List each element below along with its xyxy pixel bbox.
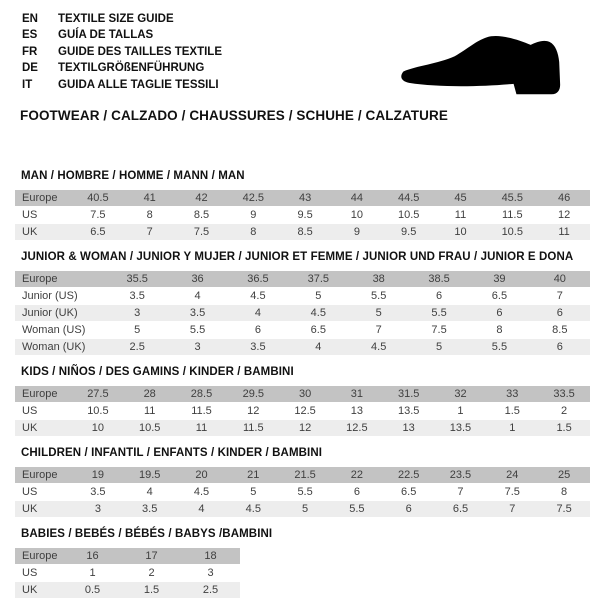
size-table-title: JUNIOR & WOMAN / JUNIOR Y MUJER / JUNIOR ET FEMME / JUNIOR UND FRAU / JUNIOR E DONA xyxy=(21,251,574,263)
size-cell: 0.5 xyxy=(63,582,122,598)
row-label-cell: Woman (US) xyxy=(15,322,107,338)
table-row xyxy=(15,484,590,500)
row-label-cell: US xyxy=(15,565,63,581)
size-cell: 2.5 xyxy=(181,582,240,598)
row-label-cell: Junior (US) xyxy=(15,288,107,304)
size-cell: 8 xyxy=(538,484,590,500)
table-row xyxy=(15,420,590,436)
size-cell: 27.5 xyxy=(72,386,124,402)
size-cell: 8.5 xyxy=(279,224,331,240)
size-cell: 7 xyxy=(435,484,487,500)
language-code: IT xyxy=(22,78,33,91)
size-cell: 5.5 xyxy=(469,339,529,355)
row-label-cell: US xyxy=(15,207,72,223)
size-cell: 11.5 xyxy=(486,207,538,223)
size-cell: 10 xyxy=(331,207,383,223)
size-cell: 4 xyxy=(167,288,227,304)
size-cell: 21.5 xyxy=(279,467,331,483)
size-cell: 36 xyxy=(167,271,227,287)
size-cell: 6 xyxy=(530,339,590,355)
size-cell: 7 xyxy=(124,224,176,240)
size-cell: 9 xyxy=(331,224,383,240)
size-cell: 1.5 xyxy=(538,420,590,436)
size-cell: 25 xyxy=(538,467,590,483)
size-cell: 19 xyxy=(72,467,124,483)
size-cell: 5 xyxy=(107,322,167,338)
size-cell: 9.5 xyxy=(383,224,435,240)
row-label-cell: UK xyxy=(15,224,72,240)
table-row xyxy=(15,224,590,240)
size-cell: 21 xyxy=(227,467,279,483)
row-label-cell: Junior (UK) xyxy=(15,305,107,321)
size-cell: 35.5 xyxy=(107,271,167,287)
language-row xyxy=(22,77,222,93)
size-cell: 4.5 xyxy=(176,484,228,500)
language-label: TEXTILE SIZE GUIDE xyxy=(58,13,174,25)
size-cell: 10 xyxy=(72,420,124,436)
size-cell: 37.5 xyxy=(288,271,348,287)
size-cell: 4.5 xyxy=(288,305,348,321)
size-cell: 5.5 xyxy=(331,501,383,517)
size-cell: 6 xyxy=(383,501,435,517)
category-title: FOOTWEAR / CALZADO / CHAUSSURES / SCHUHE / CALZATURE xyxy=(20,108,448,123)
size-cell: 16 xyxy=(63,548,122,564)
size-cell: 6 xyxy=(530,305,590,321)
size-cell: 31 xyxy=(331,386,383,402)
size-cell: 46 xyxy=(538,190,590,206)
size-cell: 7.5 xyxy=(538,501,590,517)
size-cell: 4 xyxy=(228,305,288,321)
language-code: EN xyxy=(22,13,38,25)
size-cell: 6.5 xyxy=(288,322,348,338)
size-cell: 1 xyxy=(63,565,122,581)
size-cell: 7.5 xyxy=(409,322,469,338)
table-row xyxy=(15,339,590,355)
row-label-cell: Europe xyxy=(15,190,72,206)
row-label-cell: Woman (UK) xyxy=(15,339,107,355)
tables xyxy=(15,170,590,599)
size-cell: 3.5 xyxy=(107,288,167,304)
language-row xyxy=(22,60,222,76)
size-cell: 7.5 xyxy=(486,484,538,500)
size-cell: 11 xyxy=(176,420,228,436)
size-cell: 10.5 xyxy=(124,420,176,436)
size-cell: 4 xyxy=(288,339,348,355)
row-label-cell: UK xyxy=(15,501,72,517)
size-cell: 6 xyxy=(409,288,469,304)
size-cell: 11.5 xyxy=(227,420,279,436)
size-table-section xyxy=(15,366,590,437)
size-cell: 11 xyxy=(538,224,590,240)
size-cell: 11 xyxy=(124,403,176,419)
size-cell: 5 xyxy=(349,305,409,321)
size-table-section xyxy=(15,447,590,518)
size-cell: 44 xyxy=(331,190,383,206)
table-row xyxy=(15,288,590,304)
size-cell: 5 xyxy=(227,484,279,500)
size-cell: 7 xyxy=(349,322,409,338)
size-cell: 31.5 xyxy=(383,386,435,402)
size-cell: 40 xyxy=(530,271,590,287)
table-row xyxy=(15,190,590,206)
size-cell: 3 xyxy=(167,339,227,355)
size-table xyxy=(15,270,590,356)
row-label-cell: UK xyxy=(15,420,72,436)
size-cell: 3 xyxy=(181,565,240,581)
size-cell: 28.5 xyxy=(176,386,228,402)
table-row xyxy=(15,548,240,564)
size-cell: 43 xyxy=(279,190,331,206)
size-cell: 30 xyxy=(279,386,331,402)
language-row xyxy=(22,27,222,43)
size-cell: 22 xyxy=(331,467,383,483)
row-label-cell: US xyxy=(15,484,72,500)
size-cell: 4 xyxy=(124,484,176,500)
size-cell: 5 xyxy=(279,501,331,517)
size-table xyxy=(15,189,590,241)
size-cell: 11 xyxy=(435,207,487,223)
size-cell: 32 xyxy=(435,386,487,402)
size-cell: 3.5 xyxy=(72,484,124,500)
size-table-title: CHILDREN / INFANTIL / ENFANTS / KINDER / BAMBINI xyxy=(21,447,323,459)
size-cell: 33.5 xyxy=(538,386,590,402)
size-cell: 1 xyxy=(486,420,538,436)
table-row xyxy=(15,271,590,287)
size-cell: 5.5 xyxy=(167,322,227,338)
size-cell: 1 xyxy=(435,403,487,419)
size-cell: 12 xyxy=(538,207,590,223)
size-cell: 6 xyxy=(469,305,529,321)
size-cell: 12.5 xyxy=(331,420,383,436)
size-table-title: MAN / HOMBRE / HOMME / MANN / MAN xyxy=(21,170,245,182)
language-row xyxy=(22,11,222,27)
size-table-section xyxy=(15,251,590,356)
size-cell: 13.5 xyxy=(383,403,435,419)
language-list xyxy=(22,11,222,93)
size-cell: 38 xyxy=(349,271,409,287)
size-cell: 4.5 xyxy=(349,339,409,355)
size-cell: 18 xyxy=(181,548,240,564)
size-cell: 12.5 xyxy=(279,403,331,419)
size-cell: 6.5 xyxy=(469,288,529,304)
size-cell: 13 xyxy=(383,420,435,436)
size-cell: 10 xyxy=(435,224,487,240)
size-cell: 3 xyxy=(72,501,124,517)
language-row xyxy=(22,44,222,60)
size-cell: 41 xyxy=(124,190,176,206)
size-cell: 42 xyxy=(176,190,228,206)
shoe-icon xyxy=(392,16,582,107)
size-cell: 2 xyxy=(538,403,590,419)
row-label-cell: UK xyxy=(15,582,63,598)
size-cell: 5.5 xyxy=(279,484,331,500)
size-cell: 33 xyxy=(486,386,538,402)
size-cell: 44.5 xyxy=(383,190,435,206)
size-cell: 13 xyxy=(331,403,383,419)
size-cell: 17 xyxy=(122,548,181,564)
table-row xyxy=(15,501,590,517)
size-cell: 23.5 xyxy=(435,467,487,483)
size-cell: 6 xyxy=(331,484,383,500)
size-cell: 10.5 xyxy=(383,207,435,223)
table-row xyxy=(15,386,590,402)
size-table xyxy=(15,385,590,437)
size-cell: 8 xyxy=(469,322,529,338)
size-cell: 20 xyxy=(176,467,228,483)
table-row xyxy=(15,582,240,598)
size-table xyxy=(15,547,240,599)
table-row xyxy=(15,403,590,419)
table-row xyxy=(15,467,590,483)
size-cell: 40.5 xyxy=(72,190,124,206)
language-label: GUIDE DES TAILLES TEXTILE xyxy=(58,45,222,58)
size-table-section xyxy=(15,528,590,599)
language-label: TEXTILGRÖßENFÜHRUNG xyxy=(58,62,205,75)
row-label-cell: Europe xyxy=(15,548,63,564)
size-cell: 5.5 xyxy=(349,288,409,304)
size-cell: 13.5 xyxy=(435,420,487,436)
size-cell: 2 xyxy=(122,565,181,581)
size-cell: 4.5 xyxy=(227,501,279,517)
size-cell: 6.5 xyxy=(435,501,487,517)
size-cell: 8 xyxy=(227,224,279,240)
size-cell: 1.5 xyxy=(122,582,181,598)
size-cell: 4.5 xyxy=(228,288,288,304)
size-cell: 3.5 xyxy=(167,305,227,321)
size-cell: 29.5 xyxy=(227,386,279,402)
size-cell: 24 xyxy=(486,467,538,483)
size-table-section xyxy=(15,170,590,241)
size-cell: 3.5 xyxy=(228,339,288,355)
size-cell: 8.5 xyxy=(176,207,228,223)
size-table xyxy=(15,466,590,518)
size-cell: 12 xyxy=(279,420,331,436)
size-cell: 22.5 xyxy=(383,467,435,483)
size-cell: 12 xyxy=(227,403,279,419)
size-cell: 39 xyxy=(469,271,529,287)
size-cell: 6 xyxy=(228,322,288,338)
row-label-cell: Europe xyxy=(15,271,107,287)
size-cell: 36.5 xyxy=(228,271,288,287)
size-cell: 7.5 xyxy=(176,224,228,240)
size-cell: 3.5 xyxy=(124,501,176,517)
table-row xyxy=(15,305,590,321)
size-cell: 8 xyxy=(124,207,176,223)
size-cell: 42.5 xyxy=(227,190,279,206)
language-code: DE xyxy=(22,62,38,75)
size-cell: 45 xyxy=(435,190,487,206)
size-table-title: BABIES / BEBÉS / BÉBÉS / BABYS /BAMBINI xyxy=(21,528,273,540)
size-cell: 3 xyxy=(107,305,167,321)
size-cell: 7 xyxy=(486,501,538,517)
language-code: ES xyxy=(22,29,38,42)
language-label: GUÍA DE TALLAS xyxy=(58,29,154,42)
size-cell: 7.5 xyxy=(72,207,124,223)
size-cell: 4 xyxy=(176,501,228,517)
size-table-title: KIDS / NIÑOS / DES GAMINS / KINDER / BAMBINI xyxy=(21,366,294,378)
size-cell: 38.5 xyxy=(409,271,469,287)
language-code: FR xyxy=(22,45,38,58)
size-cell: 10.5 xyxy=(486,224,538,240)
size-cell: 28 xyxy=(124,386,176,402)
size-cell: 8.5 xyxy=(530,322,590,338)
size-cell: 5 xyxy=(288,288,348,304)
size-cell: 11.5 xyxy=(176,403,228,419)
size-cell: 1.5 xyxy=(486,403,538,419)
table-row xyxy=(15,322,590,338)
row-label-cell: Europe xyxy=(15,467,72,483)
size-cell: 19.5 xyxy=(124,467,176,483)
size-cell: 10.5 xyxy=(72,403,124,419)
row-label-cell: US xyxy=(15,403,72,419)
size-cell: 2.5 xyxy=(107,339,167,355)
size-cell: 45.5 xyxy=(486,190,538,206)
size-cell: 5 xyxy=(409,339,469,355)
row-label-cell: Europe xyxy=(15,386,72,402)
size-cell: 9.5 xyxy=(279,207,331,223)
size-cell: 9 xyxy=(227,207,279,223)
table-row xyxy=(15,207,590,223)
size-cell: 5.5 xyxy=(409,305,469,321)
size-cell: 7 xyxy=(530,288,590,304)
size-cell: 6.5 xyxy=(72,224,124,240)
language-label: GUIDA ALLE TAGLIE TESSILI xyxy=(58,78,219,91)
table-row xyxy=(15,565,240,581)
size-cell: 6.5 xyxy=(383,484,435,500)
